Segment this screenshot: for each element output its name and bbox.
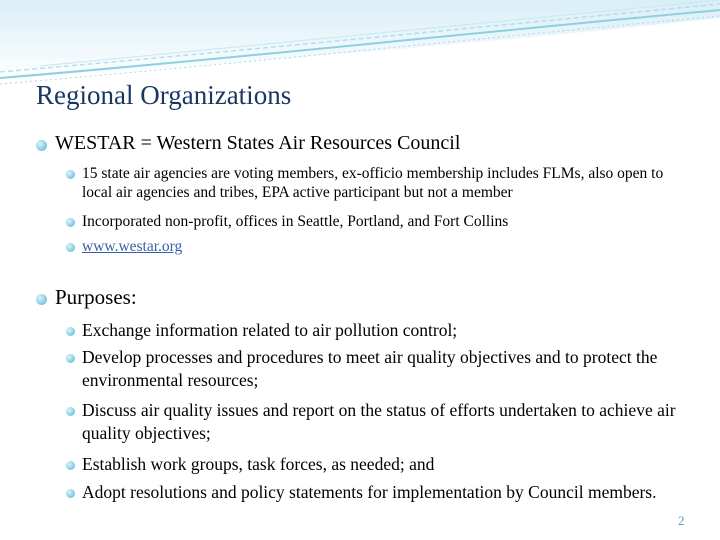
section-heading-westar: WESTAR = Western States Air Resources Council: [55, 132, 461, 154]
list-item: 15 state air agencies are voting members, ex-officio membership includes FLMs, also open to local air agencies and tribes, EPA active participant but not a member: [82, 165, 664, 201]
bullet-icon: [66, 170, 75, 179]
bullet-icon: [66, 489, 75, 498]
bullet-icon: [36, 294, 47, 305]
bullet-icon: [36, 140, 47, 151]
list-item: Adopt resolutions and policy statements for implementation by Council members.: [82, 482, 657, 502]
bullet-icon: [66, 243, 75, 252]
bullet-icon: [66, 218, 75, 227]
bullet-icon: [66, 461, 75, 470]
list-item: [82, 237, 692, 256]
bullet-icon: [66, 354, 75, 363]
page-number: 2: [678, 513, 685, 528]
bullet-icon: [66, 407, 75, 416]
list-item: Incorporated non-profit, offices in Seattle, Portland, and Fort Collins: [82, 213, 509, 230]
list-item: Establish work groups, task forces, as needed; and: [82, 454, 435, 474]
list-item: Discuss air quality issues and report on the status of efforts undertaken to achieve air quality objectives;: [82, 400, 676, 443]
page-title: Regional Organizations: [36, 80, 292, 110]
list-item: Exchange information related to air pollution control;: [82, 320, 458, 340]
list-item: Develop processes and procedures to meet air quality objectives and to protect the environmental resources;: [82, 347, 658, 390]
bullet-icon: [66, 327, 75, 336]
westar-link[interactable]: www.westar.org: [82, 238, 183, 255]
section-heading-purposes: Purposes:: [55, 285, 137, 309]
